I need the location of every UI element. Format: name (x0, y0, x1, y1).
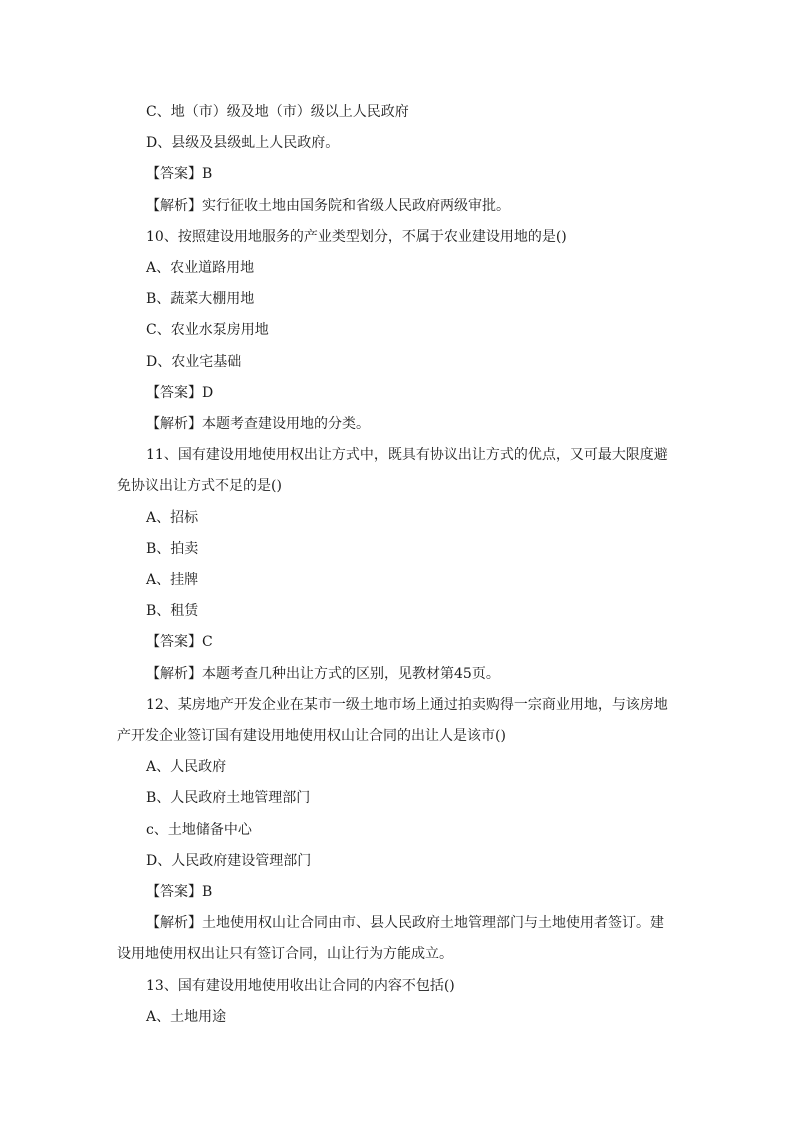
option-b: B、拍卖 (146, 541, 199, 557)
answer: 【答案】B (146, 166, 213, 182)
analysis: 【解析】本题考查建设用地的分类。 (146, 416, 370, 432)
option-a: A、招标 (146, 510, 199, 526)
question-10: 10、按照建设用地服务的产业类型划分，不属于农业建设用地的是() (146, 229, 567, 245)
analysis: 【解析】土地使用权山让合同由市、县人民政府土地管理部门与土地使用者签订。建 (146, 915, 664, 931)
answer: 【答案】B (146, 884, 213, 900)
option-b: B、人民政府土地管理部门 (146, 790, 311, 806)
option-c: C、地（市）级及地（市）级以上人民政府 (146, 104, 409, 120)
option-c: C、农业水泵房用地 (146, 322, 269, 338)
option-d: D、农业宅基础 (146, 354, 242, 370)
question-12: 12、某房地产开发企业在某市一级土地市场上通过拍卖购得一宗商业用地，与该房地 (146, 697, 668, 713)
question-11-cont: 免协议出让方式不足的是() (117, 478, 282, 494)
option-a: A、挂牌 (146, 572, 199, 588)
option-a: A、人民政府 (146, 759, 227, 775)
question-12-cont: 产开发企业签订国有建设用地使用权山让合同的出让人是该市() (117, 728, 506, 744)
option-d: D、县级及县级虬上人民政府。 (146, 135, 340, 151)
option-b: B、蔬菜大棚用地 (146, 291, 255, 307)
option-a: A、土地用途 (146, 1009, 227, 1025)
analysis: 【解析】本题考查几种出让方式的区别，见教材第45页。 (146, 666, 500, 682)
question-13: 13、国有建设用地使用收出让合同的内容不包括() (146, 978, 455, 994)
question-11: 11、国有建设用地使用权出让方式中，既具有协议出让方式的优点，又可最大限度避 (146, 447, 668, 463)
answer: 【答案】D (146, 385, 214, 401)
option-c: c、土地储备中心 (146, 822, 252, 838)
analysis-cont: 设用地使用权出让只有签订合同，山让行为方能成立。 (117, 946, 453, 962)
option-a: A、农业道路用地 (146, 260, 255, 276)
option-d: D、人民政府建设管理部门 (146, 853, 312, 869)
analysis: 【解析】实行征收土地由国务院和省级人民政府两级审批。 (146, 198, 510, 214)
answer: 【答案】C (146, 634, 213, 650)
option-b: B、租赁 (146, 603, 199, 619)
